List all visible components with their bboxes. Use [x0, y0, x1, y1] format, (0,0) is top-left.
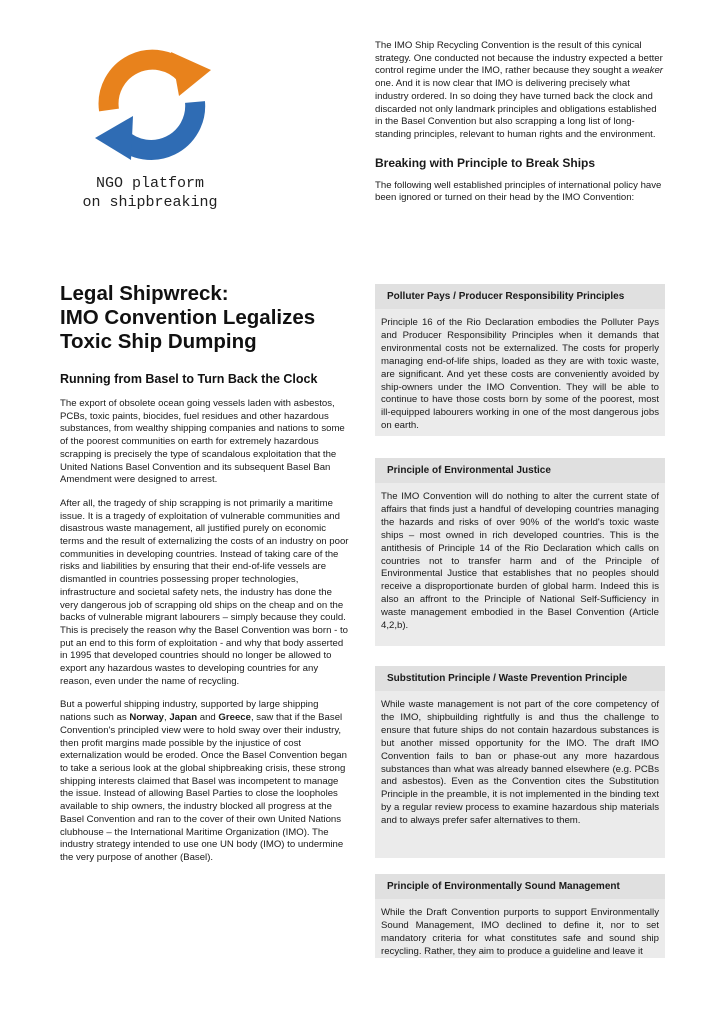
principle-box-environmentally-sound-management — [375, 874, 665, 958]
box-heading: Principle of Environmentally Sound Management — [375, 874, 665, 899]
principle-box-substitution — [375, 666, 665, 858]
box-body: The IMO Convention will do nothing to alter the current state of affairs that finds just a handful of developing countries managing the hazards and risks of over 90% of the world's toxic waste ships – most owned in rich developed countries. This is the antithesis of Principle 14 of the Rio Declaration which calls on countries not to transfer harm and of the Principle of Environmental Justice that establishes that no peoples should receive a disproportionate burden of global harm. Indeed this is also an affront to the Principle of National Self-Sufficiency in waste management embodied in the Basel Convention (Article 4,2,b). — [381, 491, 659, 632]
bold-norway: Norway — [129, 712, 164, 724]
paragraph-3: But a powerful shipping industry, supported by large shipping nations such as Norway, Japan and Greece, saw that if the Basel Convention's principled view were to hold sway over their industry, then profit margins made possible by the injustice of cost externalization would be eroded. Once the Basel Convention began to take a serious look at the global shipbreaking crisis, these strong shipping interests claimed that Basel was incompetent to manage the issue. Instead of allowing Basel Parties to close the loopholes available to ship owners, the industry blocked all progress at the Basel Convention and ran to the cover of their own United Nations clubhouse – the International Maritime Organization (IMO). The industry strategy intended to use one UN body (IMO) to undermine the very purpose of another (Basel). — [60, 699, 347, 863]
emphasis-weaker: weaker — [632, 65, 663, 77]
recycle-arrows-icon — [87, 40, 217, 170]
box-body: While waste management is not part of the core competency of the IMO, shipbuilding rightfully is and thus the challenge to ensure that future ships do not contain hazardous substances is but another missed opportunity for the IMO. The draft IMO Convention fails to ban or phase-out any more hazardous substances than what was already banned elsewhere (e.g. PCBs and asbestos). Even as the Convention cites the Substitution Principle in the preamble, it is not implemented in the binding text by a regular review process to examine hazardous ship materials and to always prefer safer alternatives to them. — [381, 699, 659, 827]
paragraph-1: The export of obsolete ocean going vessels laden with asbestos, PCBs, toxic paints, biocides, fuel residues and other hazardous substances, from wealthy shipping companies and nations to some of the poorest communities on earth for extremely hazardous scrapping is precisely the type of scandalous exploitation that the United Nations Basel Convention and its subsequent Basel Ban Amendment were designed to arrest. — [60, 398, 345, 486]
left-column — [60, 282, 350, 876]
right-column — [375, 40, 663, 216]
principle-box-environmental-justice — [375, 458, 665, 646]
title-line-2: IMO Convention Legalizes — [60, 306, 316, 329]
article-subtitle: Running from Basel to Turn Back the Clock — [60, 372, 318, 386]
box-body: While the Draft Convention purports to support Environmentally Sound Management, IMO declined to define it, nor to set mandatory criteria for what constitutes safe and sound ship recycling. Rather, they aim to produce a guideline and leave it — [381, 907, 659, 957]
box-heading: Substitution Principle / Waste Prevention Principle — [375, 666, 665, 691]
page-title — [60, 282, 350, 354]
bold-japan: Japan — [169, 712, 198, 724]
right-paragraph-2: The following well established principles of international policy have been ignored or turned on their head by the IMO Convention: — [375, 179, 662, 204]
section-heading: Breaking with Principle to Break Ships — [375, 155, 596, 170]
title-line-1: Legal Shipwreck: — [60, 282, 229, 305]
box-heading: Principle of Environmental Justice — [375, 458, 665, 483]
logo-caption-line1: NGO platform — [95, 175, 205, 192]
paragraph-2: After all, the tragedy of ship scrapping is not primarily a maritime issue. It is a tragedy of exploitation of vulnerable communities and disastrous waste management, all justified purely on economic terms and the result of externalizing the costs of an industry on poor communities in developing countries. Instead of taking care of the risks and liabilities by ensuring that their end-of-life vessels are dismantled in countries possessing proper technologies, infrastructure and societal safety nets, the industry has done the very dangerous job of scrapping old ships on the cheap and on the backs of vulnerable migrant labourers – simply because they could. This is precisely the reason why the Basel Convention was born - to put an end to this form of exploitation - and why that body asserted in 1995 that developed countries should no longer be allowed to export any hazardous wastes to developing countries for any reason, even under the name of recycling. — [60, 497, 349, 687]
title-line-3: Toxic Ship Dumping — [60, 330, 257, 353]
principle-box-polluter-pays — [375, 284, 665, 436]
ngo-platform-logo — [80, 40, 220, 250]
box-heading: Polluter Pays / Producer Responsibility Principles — [375, 284, 665, 309]
box-body: Principle 16 of the Rio Declaration embodies the Polluter Pays and Producer Responsibility Principles when it demands that environmental costs not be externalized. The costs for properly managing end-of-life ships, loaded as they are with toxic waste, are significant. And yet these costs are conveniently avoided by ship-owners under the IMO Convention. They will be able to continue to have those costs born by some of the poorest, most ill-equipped labourers working in one of the most dangerous jobs on earth. — [381, 317, 659, 432]
logo-caption-line2: on shipbreaking — [82, 194, 218, 211]
right-paragraph-1: The IMO Ship Recycling Convention is the result of this cynical strategy. One conducted not because the industry expected a better control regime under the IMO, rather because they sought a weaker one. And it is now clear that IMO is delivering precisely what industry ordered. In so doing they have turned back the clock and discarded not only landmark principles and obligations established in the Basel Convention but also scrapping a long list of long-standing principles, relevant to human rights and the environment. — [375, 40, 663, 140]
bold-greece: Greece — [218, 712, 251, 724]
